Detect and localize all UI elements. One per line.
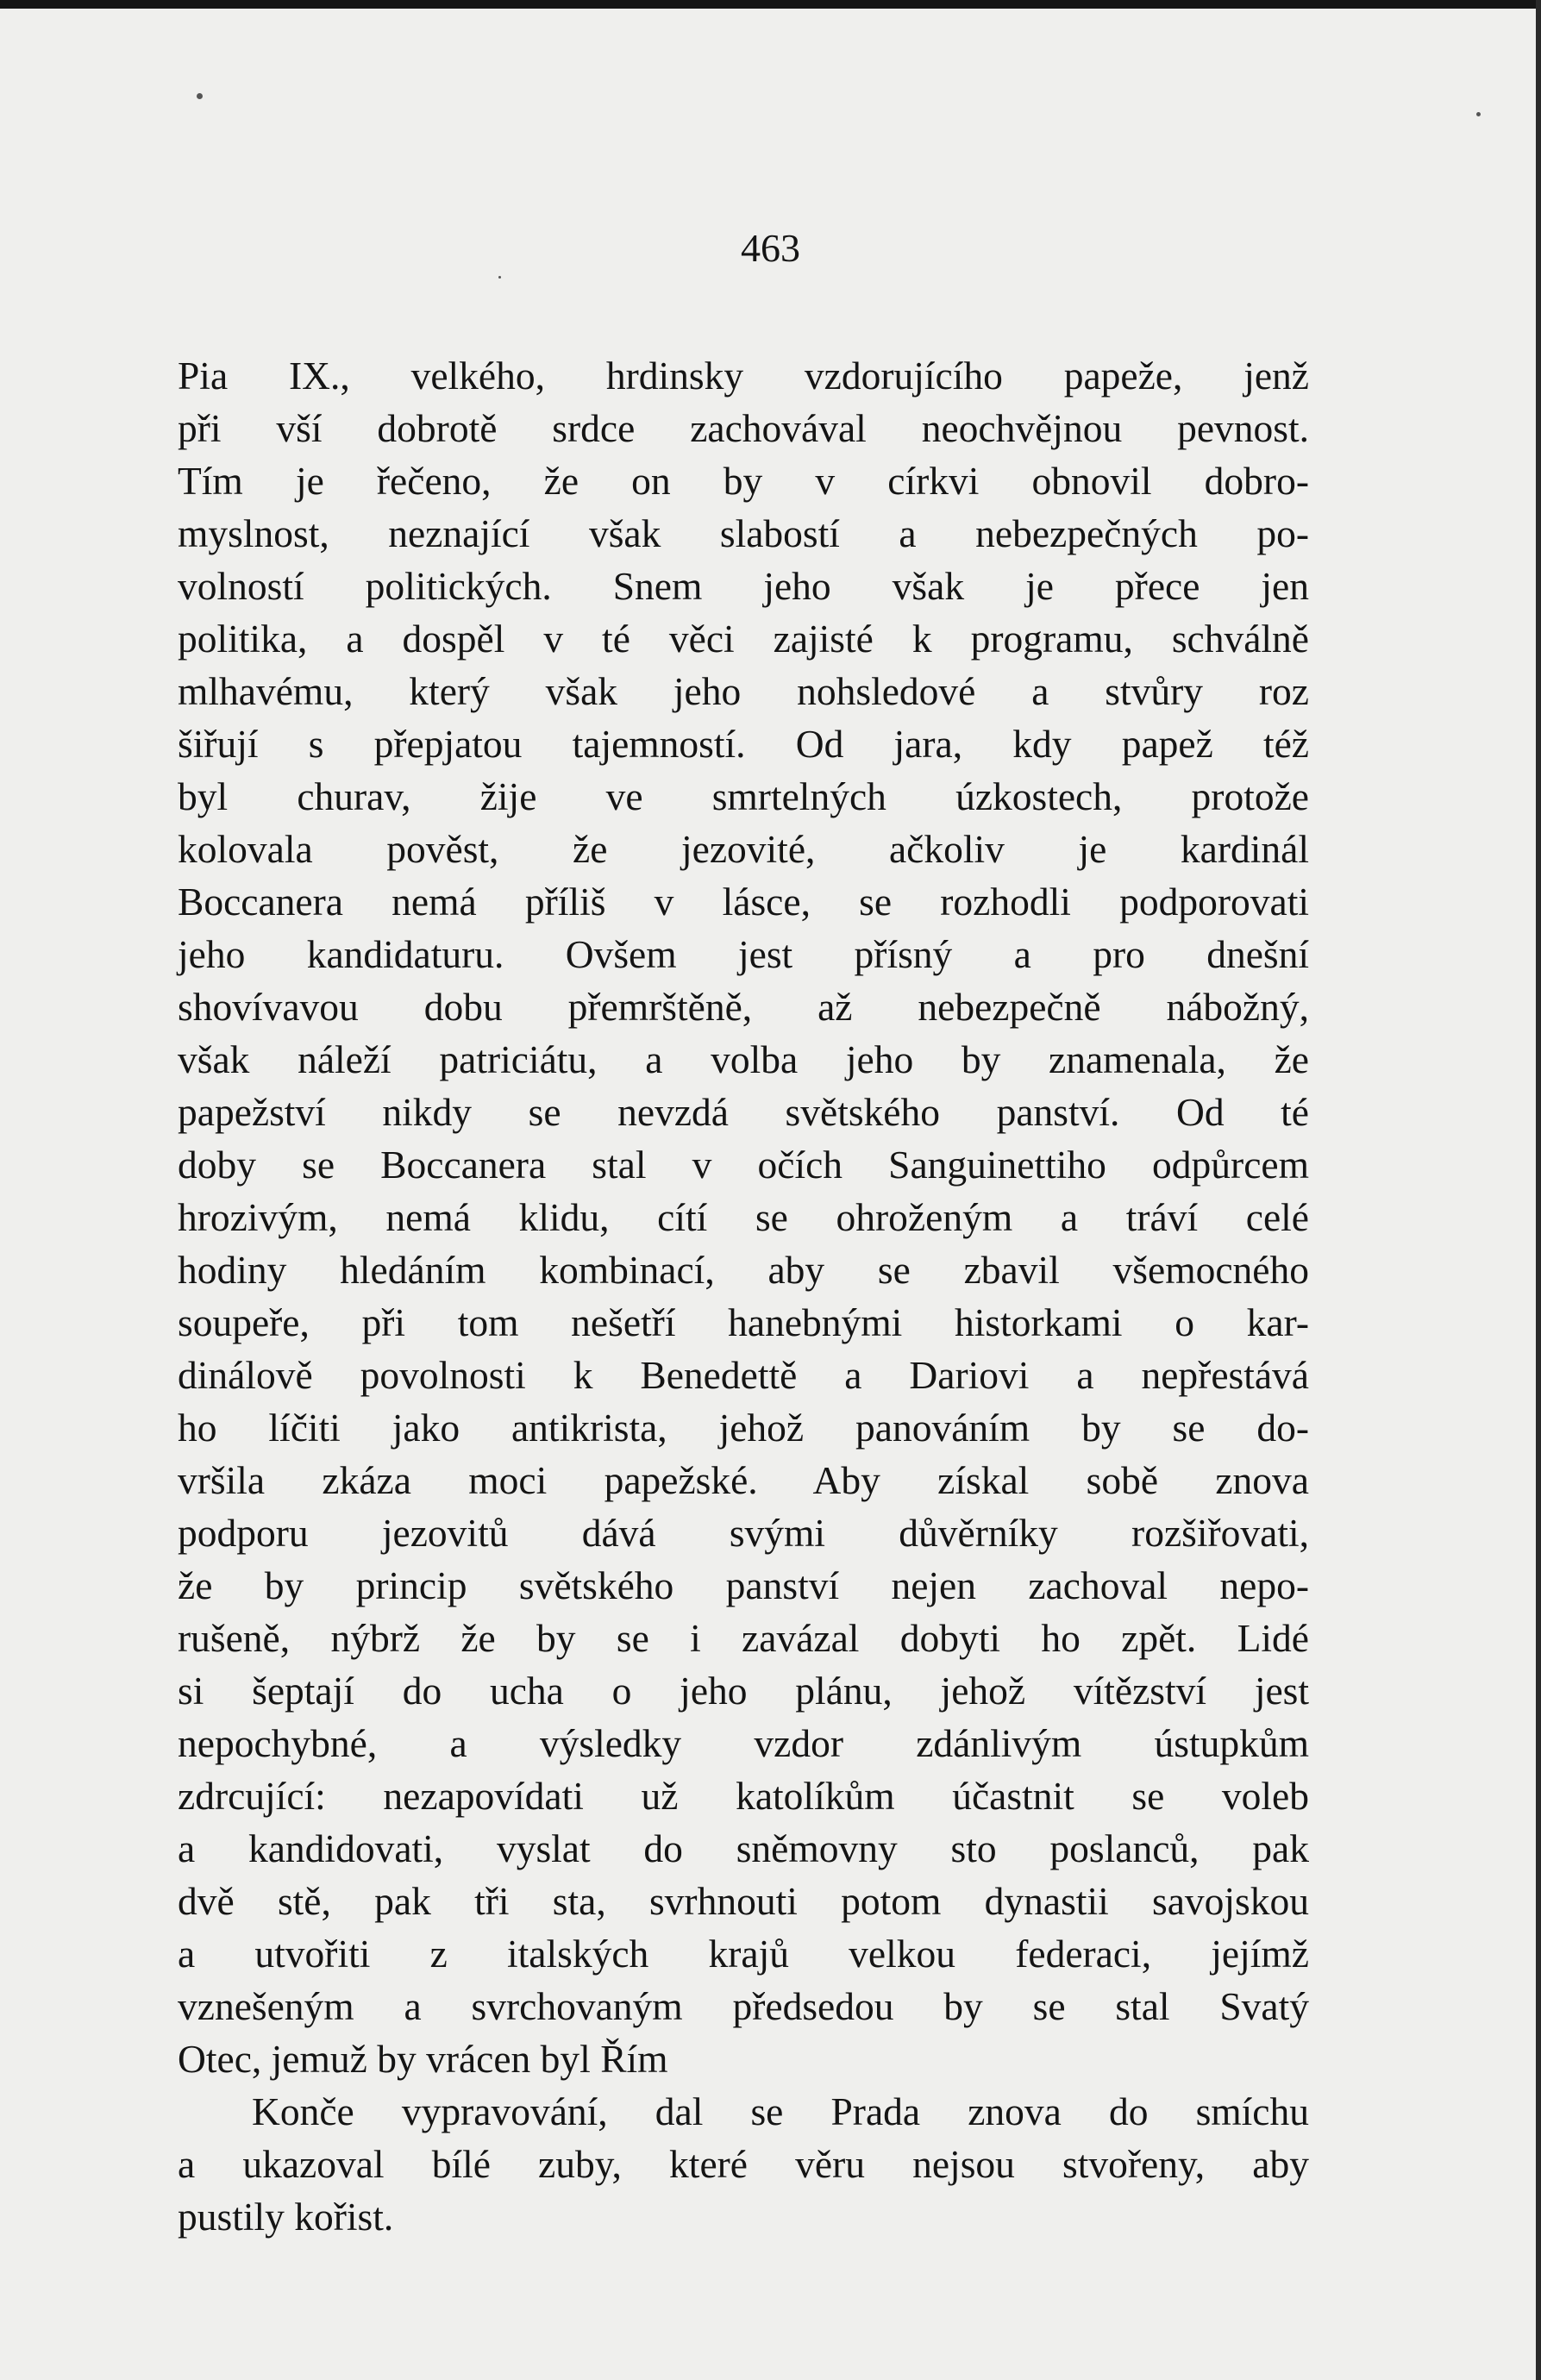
text-line: podporu jezovitů dává svými důvěrníky rozšiřovati,: [178, 1511, 1309, 1555]
text-line: Tím je řečeno, že on by v církvi obnovil dobro-: [178, 459, 1309, 503]
text-line: vršila zkáza moci papežské. Aby získal sobě znova: [178, 1458, 1309, 1502]
page-number: 463: [741, 226, 800, 270]
text-line: šiřují s přepjatou tajemností. Od jara, kdy papež též: [178, 722, 1309, 766]
text-line: Konče vypravování, dal se Prada znova do smíchu: [252, 2089, 1309, 2133]
text-line: kolovala pověst, že jezovité, ačkoliv je kardinál: [178, 827, 1309, 871]
text-line: hrozivým, nemá klidu, cítí se ohroženým a tráví celé: [178, 1195, 1309, 1239]
page-edge-top: [0, 0, 1541, 9]
text-line: doby se Boccanera stal v očích Sanguinettiho odpůrcem: [178, 1143, 1309, 1187]
print-speck: [498, 276, 501, 279]
text-line: hodiny hledáním kombinací, aby se zbavil všemocného: [178, 1248, 1309, 1292]
text-line: myslnost, neznající však slabostí a nebezpečných po-: [178, 511, 1309, 555]
text-line: pustily kořist.: [178, 2195, 394, 2239]
text-line: Otec, jemuž by vrácen byl Řím: [178, 2037, 668, 2081]
print-speck: [1476, 112, 1481, 116]
text-line: dinálově povolnosti k Benedettě a Dariovi a nepřestává: [178, 1353, 1309, 1397]
text-line: shovívavou dobu přemrštěně, až nebezpečně nábožný,: [178, 985, 1309, 1029]
text-line: a ukazoval bílé zuby, které věru nejsou stvořeny, aby: [178, 2142, 1309, 2186]
text-line: papežství nikdy se nevzdá světského panství. Od té: [178, 1090, 1309, 1134]
paragraph-2: [178, 2085, 1309, 2243]
body-text: [178, 349, 1309, 2243]
text-line: při vší dobrotě srdce zachovával neochvějnou pevnost.: [178, 406, 1309, 450]
text-line: politika, a dospěl v té věci zajisté k programu, schválně: [178, 617, 1309, 661]
text-line: rušeně, nýbrž že by se i zavázal dobyti ho zpět. Lidé: [178, 1616, 1309, 1660]
text-line: a kandidovati, vyslat do sněmovny sto poslanců, pak: [178, 1826, 1309, 1870]
text-line: soupeře, při tom nešetří hanebnými historkami o kar-: [178, 1300, 1309, 1344]
text-line: byl churav, žije ve smrtelných úzkostech, protože: [178, 774, 1309, 818]
text-line: jeho kandidaturu. Ovšem jest přísný a pro dnešní: [178, 932, 1309, 976]
text-line: nepochybné, a výsledky vzdor zdánlivým ústupkům: [178, 1721, 1309, 1765]
text-line: však náleží patriciátu, a volba jeho by znamenala, že: [178, 1037, 1309, 1081]
print-speck: [197, 93, 203, 99]
text-line: Boccanera nemá příliš v lásce, se rozhodli podporovati: [178, 880, 1309, 924]
paragraph-1: [178, 349, 1309, 2085]
text-line: vznešeným a svrchovaným předsedou by se stal Svatý: [178, 1984, 1309, 2028]
text-line: mlhavému, který však jeho nohsledové a stvůry roz: [178, 669, 1309, 713]
text-line: Pia IX., velkého, hrdinsky vzdorujícího papeže, jenž: [178, 354, 1309, 398]
text-line: dvě stě, pak tři sta, svrhnouti potom dynastii savojskou: [178, 1879, 1309, 1923]
text-line: ho líčiti jako antikrista, jehož panováním by se do-: [178, 1406, 1309, 1450]
text-line: že by princip světského panství nejen zachoval nepo-: [178, 1563, 1309, 1607]
text-line: zdrcující: nezapovídati už katolíkům účastnit se voleb: [178, 1774, 1309, 1818]
text-line: si šeptají do ucha o jeho plánu, jehož vítězství jest: [178, 1669, 1309, 1713]
text-line: volností politických. Snem jeho však je přece jen: [178, 564, 1309, 608]
text-line: a utvořiti z italských krajů velkou federaci, jejímž: [178, 1932, 1309, 1976]
page-edge-right: [1536, 0, 1541, 2380]
